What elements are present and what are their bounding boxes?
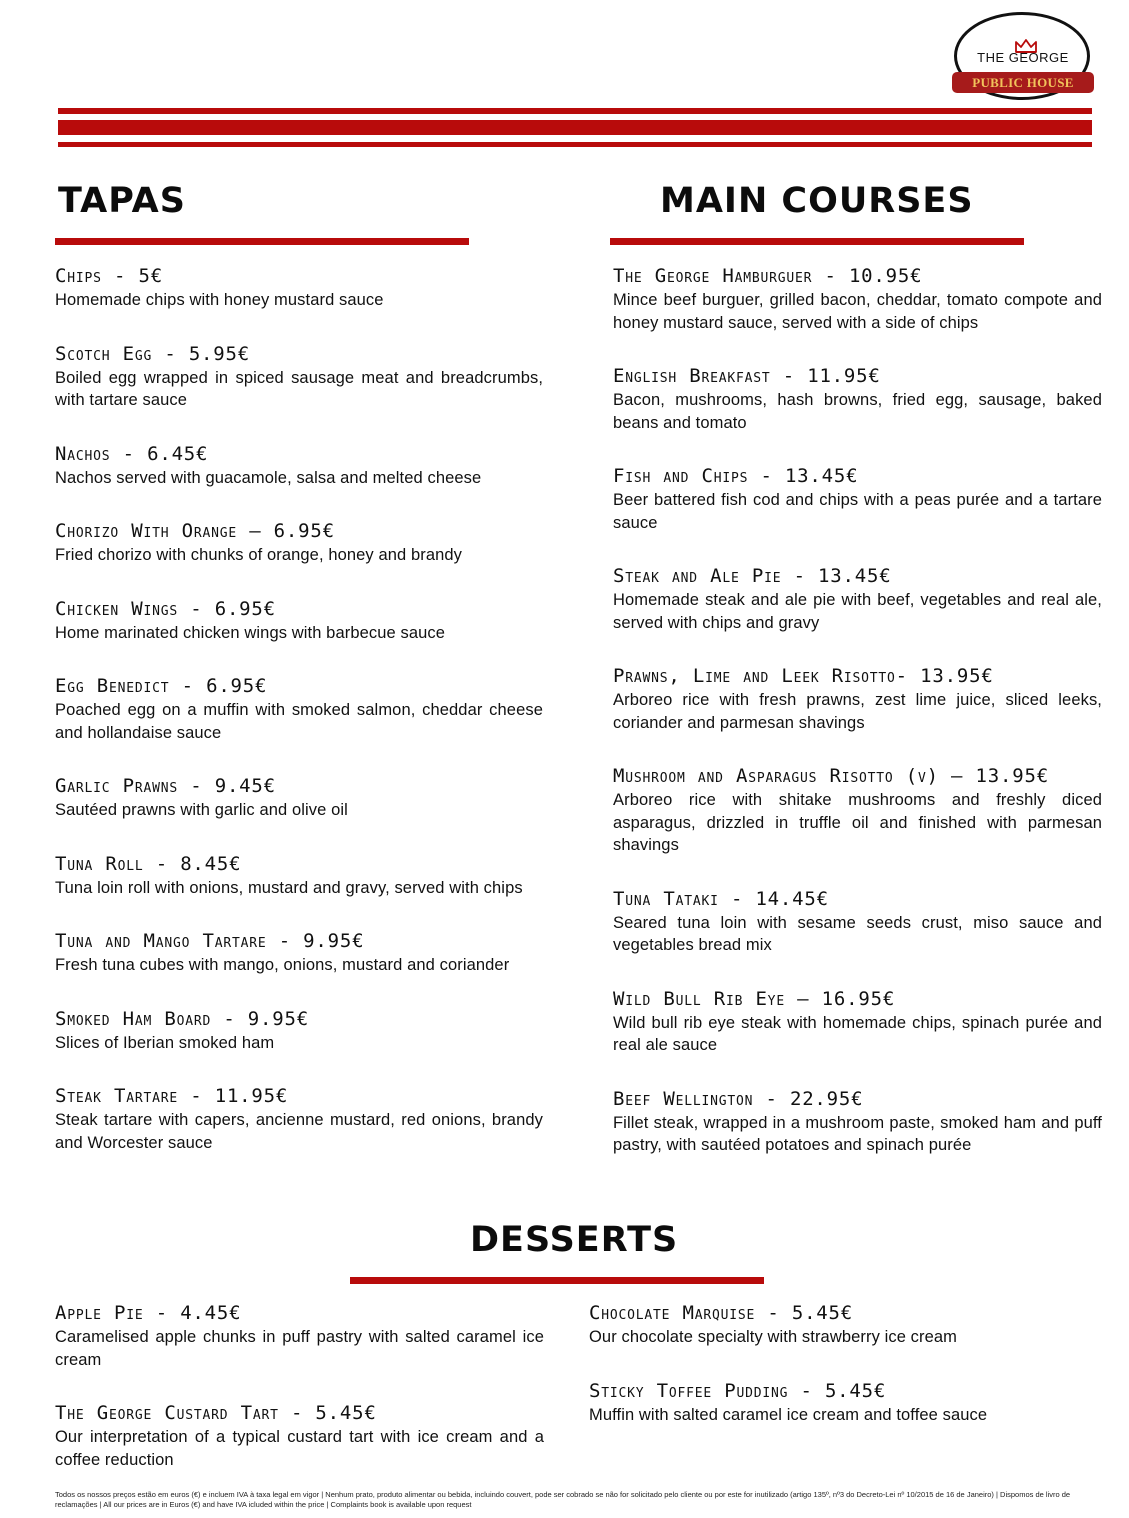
menu-item-description: Bacon, mushrooms, hash browns, fried egg, sausage, baked beans and tomato: [613, 391, 1102, 432]
footer-legal-note: Todos os nossos preços estão em euros (€) e incluem IVA à taxa legal em vigor | Nenhum prato, produto alimentar ou bebida, incluindo couvert, pode ser cobrado se não for solicitado pelo cliente ou por este for inutilizado (artigo 135º, nº3 do Decreto-Lei nº 10/2015 de 16 de Janeiro) | Dispomos de livro de reclamações | All our prices are in Euros (€) and have IVA icluded within the price | Complaints book is available upon request: [55, 1490, 1071, 1509]
menu-item: [55, 442, 543, 490]
menu-item-name: Tuna Tataki - 14.45€: [613, 887, 829, 910]
tapas-title: TAPAS: [58, 181, 186, 221]
header-rule-top: [58, 108, 1092, 114]
menu-item-name: Apple Pie - 4.45€: [55, 1302, 242, 1324]
tapas-underline: [55, 238, 469, 245]
menu-item-name: Mushroom and Asparagus Risotto (v) – 13.95€: [613, 765, 1049, 787]
menu-item: [55, 852, 543, 900]
menu-item-description: Homemade chips with honey mustard sauce: [55, 291, 384, 309]
menu-item: [55, 597, 543, 645]
menu-item-name: Chicken Wings - 6.95€: [55, 597, 276, 620]
menu-item: [55, 1301, 544, 1371]
menu-item: [589, 1301, 1089, 1349]
menu-item-description: Steak tartare with capers, ancienne mustard, red onions, brandy and Worcester sauce: [55, 1111, 543, 1152]
menu-item-name: English Breakfast - 11.95€: [613, 365, 881, 387]
menu-item: [55, 774, 543, 822]
menu-item-name: The George Hamburguer - 10.95€: [613, 265, 923, 287]
menu-item-name: Smoked Ham Board - 9.95€: [55, 1007, 309, 1030]
menu-item: [589, 1379, 1089, 1427]
menu-item: [613, 887, 1102, 957]
menu-item-name: Chips - 5€: [55, 265, 163, 287]
menu-item: [55, 1007, 543, 1055]
menu-item-name: Prawns, Lime and Leek Risotto- 13.95€: [613, 665, 994, 687]
menu-item-name: Fish and Chips - 13.45€: [613, 465, 859, 487]
menu-item-name: Sticky Toffee Pudding - 5.45€: [589, 1379, 887, 1402]
menu-item-description: Our interpretation of a typical custard tart with ice cream and a coffee reduction: [55, 1428, 544, 1469]
menu-item-description: Fillet steak, wrapped in a mushroom paste, smoked ham and puff pastry, with sautéed potatoes and spinach purée: [613, 1113, 1102, 1154]
menu-item-name: Beef Wellington - 22.95€: [613, 1087, 864, 1110]
desserts-list-left: [55, 1301, 544, 1471]
menu-item: [613, 364, 1102, 434]
menu-item: [55, 929, 543, 977]
desserts-title: DESSERTS: [470, 1220, 679, 1260]
menu-item-name: Scotch Egg - 5.95€: [55, 342, 251, 365]
menu-item-name: Chocolate Marquise - 5.45€: [589, 1302, 854, 1324]
menu-item-name: Nachos - 6.45€: [55, 442, 209, 465]
menu-item-description: Our chocolate specialty with strawberry ice cream: [589, 1328, 958, 1346]
menu-item-description: Sautéed prawns with garlic and olive oil: [55, 801, 348, 819]
menu-item-description: Fresh tuna cubes with mango, onions, mustard and coriander: [55, 956, 510, 974]
menu-item-name: The George Custard Tart - 5.45€: [55, 1402, 377, 1424]
tapas-list: [55, 264, 543, 1154]
menu-item: [613, 464, 1102, 534]
header-rule-thick: [58, 120, 1092, 135]
menu-item: [55, 1401, 544, 1471]
menu-item-description: Arboreo rice with fresh prawns, zest lime juice, sliced leeks, coriander and parmesan shavings: [613, 691, 1102, 732]
menu-item-description: Caramelised apple chunks in puff pastry with salted caramel ice cream: [55, 1328, 544, 1369]
menu-item-description: Beer battered fish cod and chips with a peas purée and a tartare sauce: [613, 491, 1102, 532]
menu-item-description: Seared tuna loin with sesame seeds crust, miso sauce and vegetables bread mix: [613, 913, 1102, 954]
menu-item: [55, 264, 543, 312]
logo-name: THE GEORGE: [977, 50, 1069, 65]
menu-item-description: Slices of Iberian smoked ham: [55, 1033, 275, 1052]
main-courses-underline: [610, 238, 1024, 245]
main-courses-list: [613, 264, 1102, 1157]
menu-item: [55, 1084, 543, 1154]
menu-item-name: Tuna and Mango Tartare - 9.95€: [55, 930, 365, 952]
menu-item-description: Arboreo rice with shitake mushrooms and freshly diced asparagus, drizzled in truffle oil and finished with parmesan shavings: [613, 791, 1102, 854]
menu-item: [55, 519, 543, 567]
menu-item-name: Steak Tartare - 11.95€: [55, 1085, 289, 1107]
logo: [950, 12, 1096, 102]
menu-item-name: Chorizo With Orange – 6.95€: [55, 520, 335, 542]
menu-item-description: Muffin with salted caramel ice cream and toffee sauce: [589, 1405, 988, 1424]
menu-item: [613, 564, 1102, 634]
desserts-underline: [350, 1277, 764, 1284]
menu-item: [613, 764, 1102, 857]
menu-item-description: Home marinated chicken wings with barbecue sauce: [55, 623, 445, 642]
menu-item-name: Garlic Prawns - 9.45€: [55, 775, 276, 797]
menu-item-description: Mince beef burguer, grilled bacon, cheddar, tomato compote and honey mustard sauce, served with a side of chips: [613, 291, 1102, 332]
menu-item-description: Homemade steak and ale pie with beef, vegetables and real ale, served with chips and gravy: [613, 591, 1102, 632]
menu-item: [613, 987, 1102, 1057]
logo-banner: PUBLIC HOUSE: [952, 72, 1094, 93]
menu-item-description: Tuna loin roll with onions, mustard and gravy, served with chips: [55, 878, 523, 897]
menu-item: [55, 674, 543, 744]
desserts-list-right: [589, 1301, 1089, 1426]
menu-item-description: Poached egg on a muffin with smoked salmon, cheddar cheese and hollandaise sauce: [55, 701, 543, 742]
menu-item-description: Wild bull rib eye steak with homemade chips, spinach purée and real ale sauce: [613, 1013, 1102, 1054]
header-rule-bottom: [58, 142, 1092, 147]
menu-item: [613, 664, 1102, 734]
menu-item: [55, 342, 543, 412]
menu-item-name: Wild Bull Rib Eye – 16.95€: [613, 987, 896, 1010]
menu-item-description: Nachos served with guacamole, salsa and melted cheese: [55, 468, 482, 487]
main-courses-title: MAIN COURSES: [660, 181, 974, 221]
menu-item-description: Boiled egg wrapped in spiced sausage meat and breadcrumbs, with tartare sauce: [55, 368, 543, 409]
menu-item-description: Fried chorizo with chunks of orange, honey and brandy: [55, 546, 463, 564]
menu-item-name: Steak and Ale Pie - 13.45€: [613, 565, 892, 587]
menu-item: [613, 1087, 1102, 1157]
menu-item: [613, 264, 1102, 334]
menu-item-name: Tuna Roll - 8.45€: [55, 852, 242, 875]
menu-item-name: Egg Benedict - 6.95€: [55, 675, 268, 697]
